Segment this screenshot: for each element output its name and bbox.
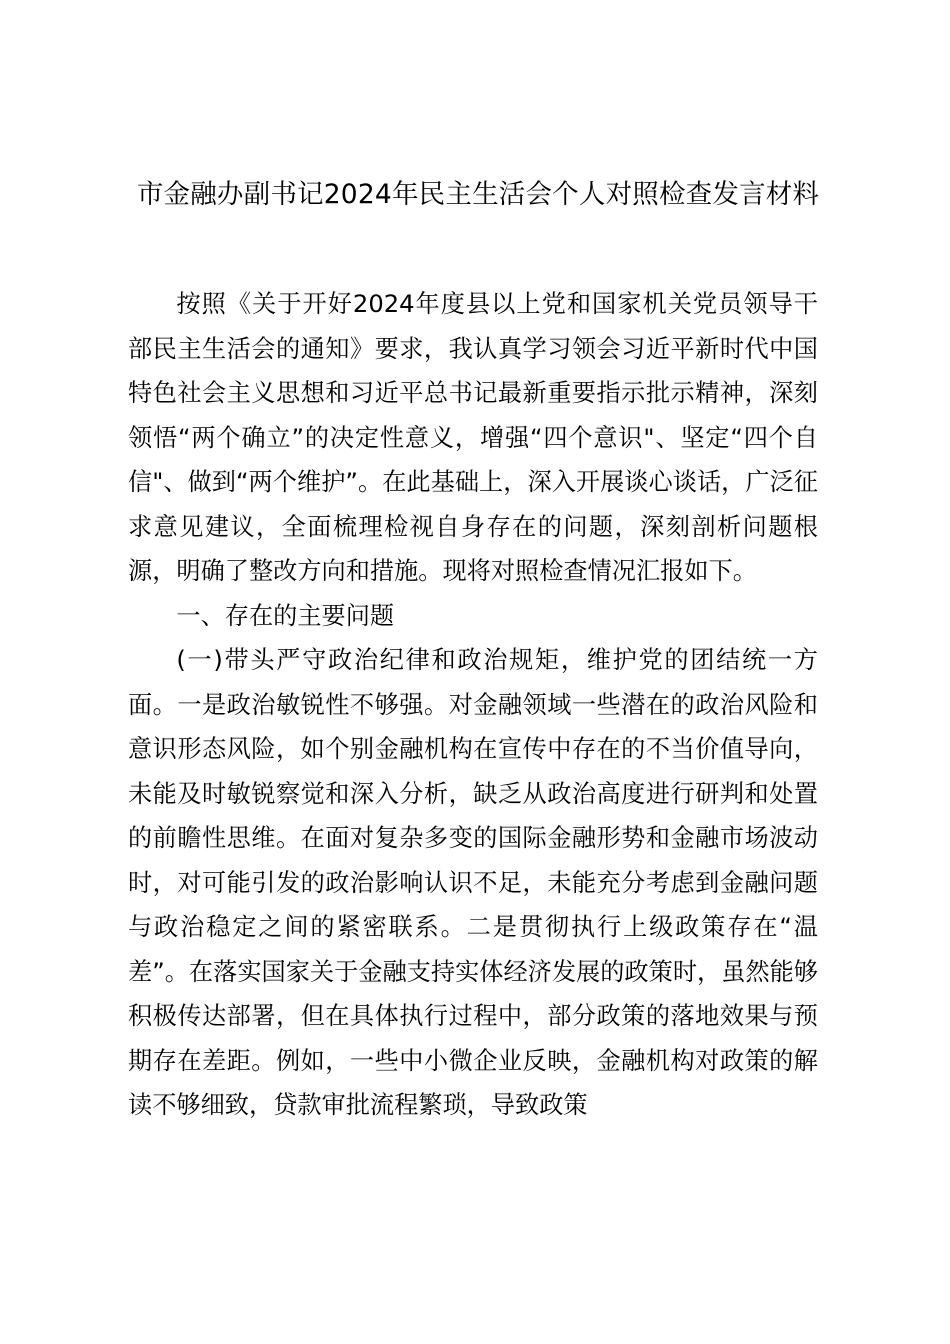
document-title: 市金融办副书记2024年民主生活会个人对照检查发言材料 bbox=[136, 179, 820, 210]
document-body bbox=[128, 282, 818, 1128]
body-paragraph: (一)带头严守政治纪律和政治规矩，维护党的团结统一方面。一是政治敏锐性不够强。对金融领域一些潜在的政治风险和意识形态风险，如个别金融机构在宣传中存在的不当价值导向，未能及时敏锐察觉和深入分析，缺乏从政治高度进行研判和处置的前瞻性思维。在面对复杂多变的国际金融形势和金融市场波动时，对可能引发的政治影响认识不足，未能充分考虑到金融问题与政治稳定之间的紧密联系。二是贯彻执行上级政策存在“温差”。在落实国家关于金融支持实体经济发展的政策时，虽然能够积极传达部署，但在具体执行过程中，部分政策的落地效果与预期存在差距。例如，一些中小微企业反映，金融机构对政策的解读不够细致，贷款审批流程繁琐，导致政策 bbox=[128, 646, 818, 1119]
intro-paragraph: 按照《关于开好2024年度县以上党和国家机关党员领导干部民主生活会的通知》要求，我认真学习领会习近平新时代中国特色社会主义思想和习近平总书记最新重要指示批示精神，深刻领悟“两个确立”的决定性意义，增强“四个意识"、坚定“四个自信"、做到“两个维护”。在此基础上，深入开展谈心谈话，广泛征求意见建议，全面梳理检视自身存在的问题，深刻剖析问题根源，明确了整改方向和措施。现将对照检查情况汇报如下。 bbox=[128, 290, 818, 585]
section-heading: 一、存在的主要问题 bbox=[176, 601, 395, 630]
